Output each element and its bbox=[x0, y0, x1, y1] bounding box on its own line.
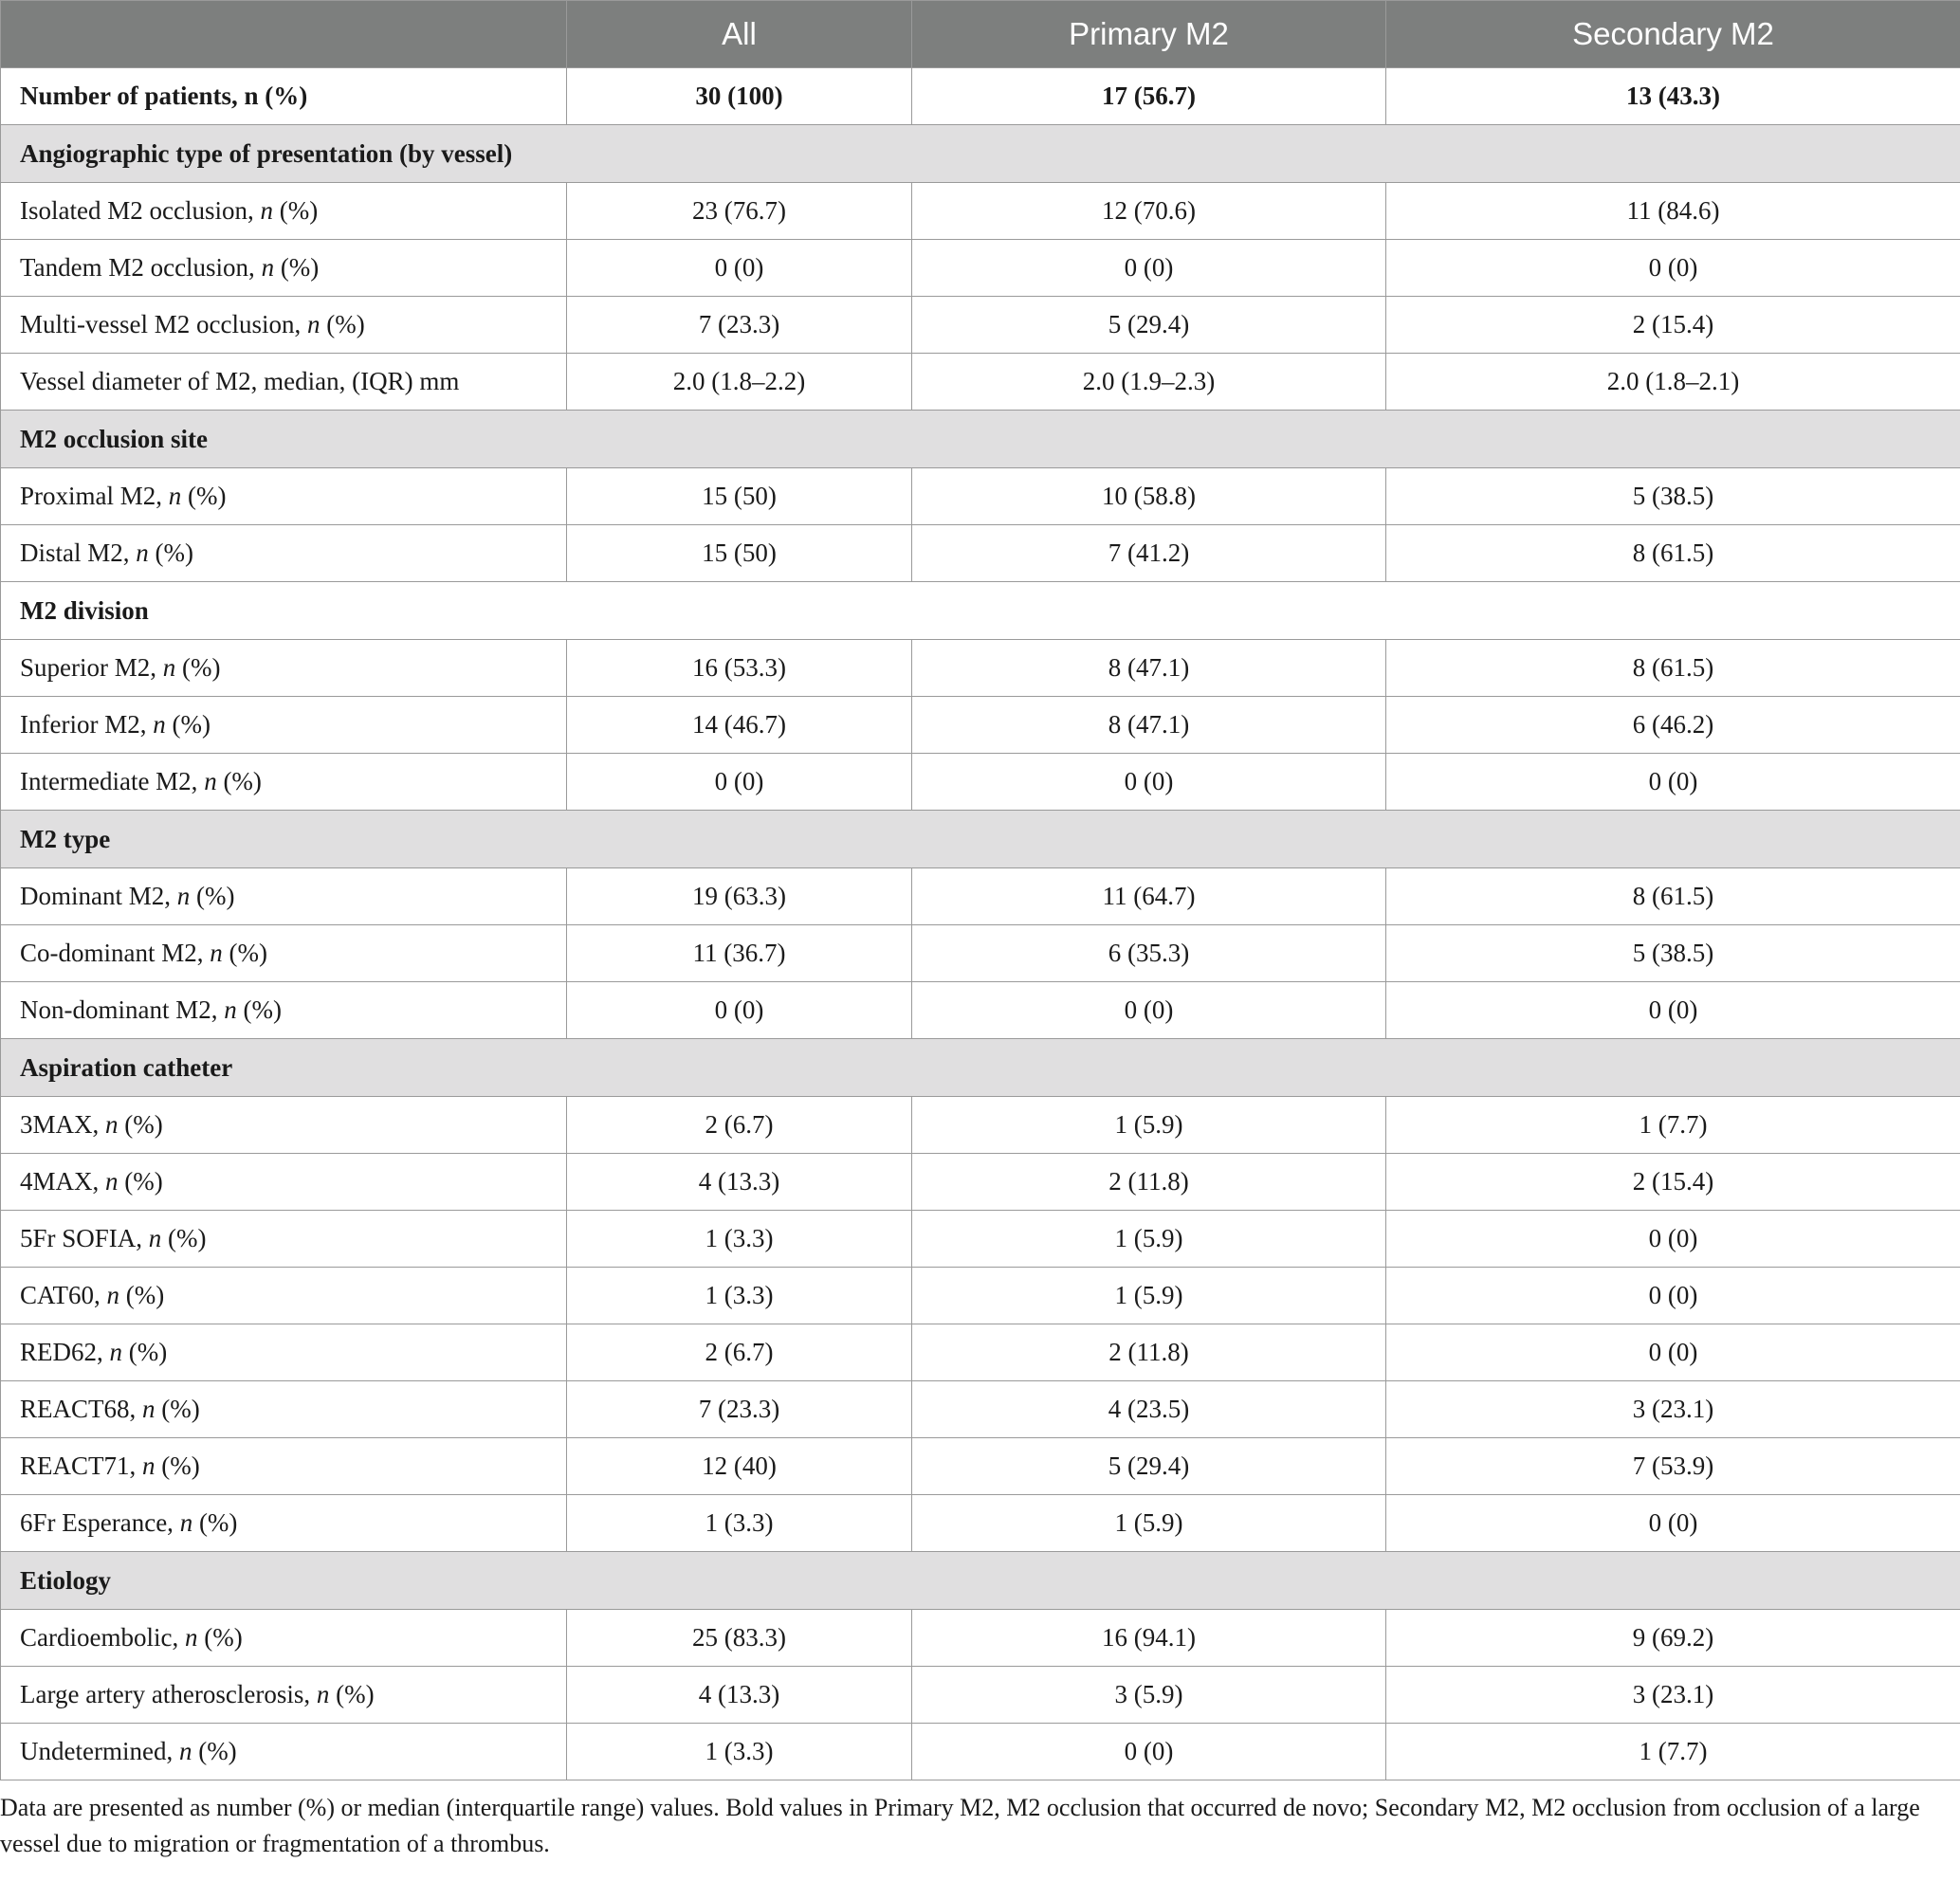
cell-all: 7 (23.3) bbox=[567, 1381, 912, 1438]
row-label-suffix: (%) bbox=[181, 482, 227, 510]
row-label-suffix: (%) bbox=[155, 1395, 200, 1423]
section-row bbox=[1, 1552, 1960, 1610]
cell-primary: 17 (56.7) bbox=[912, 68, 1386, 125]
header-cell-all: All bbox=[567, 1, 912, 68]
cell-secondary: 2 (15.4) bbox=[1386, 1154, 1960, 1211]
cell-primary: 1 (5.9) bbox=[912, 1211, 1386, 1268]
cell-secondary: 8 (61.5) bbox=[1386, 868, 1960, 925]
cell-secondary: 0 (0) bbox=[1386, 1268, 1960, 1324]
n-symbol: n bbox=[162, 653, 176, 682]
cell-secondary: 0 (0) bbox=[1386, 754, 1960, 811]
row-label-suffix: (%) bbox=[190, 882, 235, 910]
table-row bbox=[1, 1268, 1960, 1324]
row-label bbox=[1, 1438, 567, 1495]
table-body bbox=[1, 68, 1960, 1780]
row-label bbox=[1, 1495, 567, 1552]
n-symbol: n bbox=[106, 1281, 120, 1309]
n-symbol: n bbox=[105, 1167, 119, 1196]
table-footnote: Data are presented as number (%) or median (interquartile range) values. Bold values in Primary M2, M2 occlusion that occurred de novo; Secondary M2, M2 occlusion from occlusion of a large vessel due to migration or fragmentation of a thrombus. bbox=[0, 1794, 1920, 1857]
cell-all: 0 (0) bbox=[567, 982, 912, 1039]
row-label-suffix: (%) bbox=[165, 710, 211, 739]
table-row bbox=[1, 1381, 1960, 1438]
table-row bbox=[1, 525, 1960, 582]
section-row bbox=[1, 811, 1960, 868]
row-label-suffix: (%) bbox=[216, 767, 262, 795]
row-label-text: 6Fr Esperance, bbox=[20, 1508, 180, 1537]
header-cell-secondary: Secondary M2 bbox=[1386, 1, 1960, 68]
row-label-suffix: (%) bbox=[175, 653, 221, 682]
cell-primary: 2.0 (1.9–2.3) bbox=[912, 354, 1386, 411]
row-label-text: Isolated M2 occlusion, bbox=[20, 196, 261, 225]
table-row bbox=[1, 1154, 1960, 1211]
n-symbol: n bbox=[136, 539, 149, 567]
row-label-suffix: (%) bbox=[118, 1167, 163, 1196]
row-label-text: Dominant M2, bbox=[20, 882, 177, 910]
row-label bbox=[1, 1381, 567, 1438]
cell-secondary: 5 (38.5) bbox=[1386, 925, 1960, 982]
row-label-suffix: (%) bbox=[118, 1110, 163, 1139]
cell-primary: 2 (11.8) bbox=[912, 1324, 1386, 1381]
n-symbol: n bbox=[306, 310, 321, 338]
row-label bbox=[1, 640, 567, 697]
n-symbol: n bbox=[153, 710, 166, 739]
cell-secondary: 5 (38.5) bbox=[1386, 468, 1960, 525]
cell-primary: 0 (0) bbox=[912, 754, 1386, 811]
table-row bbox=[1, 1610, 1960, 1667]
row-label bbox=[1, 68, 567, 125]
cell-secondary: 0 (0) bbox=[1386, 982, 1960, 1039]
row-label-text: Proximal M2, bbox=[20, 482, 169, 510]
table-row bbox=[1, 1724, 1960, 1780]
row-label-suffix: (%) bbox=[320, 310, 365, 338]
n-symbol: n bbox=[142, 1452, 156, 1480]
table-row bbox=[1, 754, 1960, 811]
cell-all: 2.0 (1.8–2.2) bbox=[567, 354, 912, 411]
row-label-text: Cardioembolic, bbox=[20, 1623, 185, 1652]
cell-primary: 7 (41.2) bbox=[912, 525, 1386, 582]
cell-all: 4 (13.3) bbox=[567, 1667, 912, 1724]
table-row bbox=[1, 697, 1960, 754]
row-label-suffix: (%) bbox=[148, 539, 193, 567]
cell-primary: 4 (23.5) bbox=[912, 1381, 1386, 1438]
cell-all: 0 (0) bbox=[567, 240, 912, 297]
row-label bbox=[1, 868, 567, 925]
row-label-text: REACT71, bbox=[20, 1452, 143, 1480]
cell-primary: 5 (29.4) bbox=[912, 1438, 1386, 1495]
n-symbol: n bbox=[178, 1737, 192, 1765]
row-label-text: Inferior M2, bbox=[20, 710, 154, 739]
cell-all: 19 (63.3) bbox=[567, 868, 912, 925]
row-label bbox=[1, 1268, 567, 1324]
row-label-suffix: (%) bbox=[272, 196, 319, 225]
n-symbol: n bbox=[204, 767, 217, 795]
cell-primary: 1 (5.9) bbox=[912, 1268, 1386, 1324]
table-row bbox=[1, 1495, 1960, 1552]
row-label bbox=[1, 297, 567, 354]
table-row bbox=[1, 640, 1960, 697]
row-label bbox=[1, 1667, 567, 1724]
n-symbol: n bbox=[261, 253, 275, 282]
cell-secondary: 7 (53.9) bbox=[1386, 1438, 1960, 1495]
row-label-text: Intermediate M2, bbox=[20, 767, 205, 795]
cell-primary: 10 (58.8) bbox=[912, 468, 1386, 525]
row-label bbox=[1, 525, 567, 582]
cell-primary: 0 (0) bbox=[912, 240, 1386, 297]
n-symbol: n bbox=[168, 482, 182, 510]
section-row bbox=[1, 125, 1960, 183]
row-label-text: Distal M2, bbox=[20, 539, 137, 567]
table-row bbox=[1, 297, 1960, 354]
row-label-suffix: (%) bbox=[122, 1338, 168, 1366]
cell-secondary: 0 (0) bbox=[1386, 1495, 1960, 1552]
row-label-text: RED62, bbox=[20, 1338, 110, 1366]
row-label-text: 4MAX, bbox=[20, 1167, 106, 1196]
row-label-text: Tandem M2 occlusion, bbox=[20, 253, 262, 282]
section-row bbox=[1, 1039, 1960, 1097]
cell-all: 7 (23.3) bbox=[567, 297, 912, 354]
n-symbol: n bbox=[316, 1680, 330, 1708]
row-label-text: Non-dominant M2, bbox=[20, 995, 225, 1024]
cell-secondary: 2 (15.4) bbox=[1386, 297, 1960, 354]
n-symbol: n bbox=[109, 1338, 122, 1366]
cell-primary: 16 (94.1) bbox=[912, 1610, 1386, 1667]
section-label: Aspiration catheter bbox=[1, 1039, 1960, 1097]
table-row bbox=[1, 925, 1960, 982]
table-row bbox=[1, 354, 1960, 411]
table-row bbox=[1, 1097, 1960, 1154]
cell-all: 12 (40) bbox=[567, 1438, 912, 1495]
n-symbol: n bbox=[210, 939, 223, 967]
row-label bbox=[1, 1724, 567, 1780]
row-label-text: Large artery atherosclerosis, bbox=[20, 1680, 317, 1708]
row-label bbox=[1, 183, 567, 240]
table-row bbox=[1, 240, 1960, 297]
table-row bbox=[1, 468, 1960, 525]
cell-all: 14 (46.7) bbox=[567, 697, 912, 754]
cell-all: 23 (76.7) bbox=[567, 183, 912, 240]
cell-primary: 1 (5.9) bbox=[912, 1097, 1386, 1154]
cell-all: 4 (13.3) bbox=[567, 1154, 912, 1211]
n-symbol: n bbox=[105, 1110, 119, 1139]
row-label-suffix: (%) bbox=[155, 1452, 200, 1480]
cell-all: 15 (50) bbox=[567, 525, 912, 582]
row-label-suffix: (%) bbox=[192, 1737, 237, 1765]
table-row bbox=[1, 1324, 1960, 1381]
cell-all: 1 (3.3) bbox=[567, 1211, 912, 1268]
row-label bbox=[1, 240, 567, 297]
section-label: M2 type bbox=[1, 811, 1960, 868]
cell-primary: 6 (35.3) bbox=[912, 925, 1386, 982]
cell-primary: 0 (0) bbox=[912, 982, 1386, 1039]
header-cell-label bbox=[1, 1, 567, 68]
cell-all: 30 (100) bbox=[567, 68, 912, 125]
cell-secondary: 13 (43.3) bbox=[1386, 68, 1960, 125]
cell-all: 11 (36.7) bbox=[567, 925, 912, 982]
row-label bbox=[1, 1154, 567, 1211]
cell-primary: 2 (11.8) bbox=[912, 1154, 1386, 1211]
row-label-suffix: (%) bbox=[119, 1281, 165, 1309]
cell-primary: 11 (64.7) bbox=[912, 868, 1386, 925]
table-header-row bbox=[1, 1, 1960, 68]
cell-primary: 8 (47.1) bbox=[912, 640, 1386, 697]
n-symbol: n bbox=[176, 882, 191, 910]
cell-primary: 3 (5.9) bbox=[912, 1667, 1386, 1724]
cell-primary: 8 (47.1) bbox=[912, 697, 1386, 754]
cell-secondary: 3 (23.1) bbox=[1386, 1381, 1960, 1438]
cell-secondary: 0 (0) bbox=[1386, 1211, 1960, 1268]
cell-secondary: 1 (7.7) bbox=[1386, 1097, 1960, 1154]
row-label bbox=[1, 1324, 567, 1381]
n-symbol: n bbox=[184, 1623, 198, 1652]
row-label bbox=[1, 697, 567, 754]
row-label-text: 3MAX, bbox=[20, 1110, 106, 1139]
row-label-suffix: (%) bbox=[192, 1508, 238, 1537]
row-label bbox=[1, 754, 567, 811]
n-symbol: n bbox=[148, 1224, 162, 1252]
cell-secondary: 1 (7.7) bbox=[1386, 1724, 1960, 1780]
cell-all: 16 (53.3) bbox=[567, 640, 912, 697]
n-symbol: n bbox=[260, 196, 273, 225]
cell-all: 1 (3.3) bbox=[567, 1495, 912, 1552]
row-label bbox=[1, 925, 567, 982]
section-label: M2 division bbox=[1, 582, 1960, 640]
cell-all: 1 (3.3) bbox=[567, 1724, 912, 1780]
section-row bbox=[1, 582, 1960, 640]
section-label: M2 occlusion site bbox=[1, 411, 1960, 468]
cell-secondary: 6 (46.2) bbox=[1386, 697, 1960, 754]
table-row bbox=[1, 1211, 1960, 1268]
row-label bbox=[1, 1610, 567, 1667]
row-label-suffix: (%) bbox=[236, 995, 282, 1024]
row-label-text: Superior M2, bbox=[20, 653, 163, 682]
row-label-text: REACT68, bbox=[20, 1395, 143, 1423]
table-row bbox=[1, 1438, 1960, 1495]
cell-secondary: 3 (23.1) bbox=[1386, 1667, 1960, 1724]
cell-all: 2 (6.7) bbox=[567, 1097, 912, 1154]
n-symbol: n bbox=[179, 1508, 193, 1537]
row-label-text: 5Fr SOFIA, bbox=[20, 1224, 149, 1252]
n-symbol: n bbox=[224, 995, 237, 1024]
table-row bbox=[1, 868, 1960, 925]
section-row bbox=[1, 411, 1960, 468]
cell-secondary: 2.0 (1.8–2.1) bbox=[1386, 354, 1960, 411]
cell-secondary: 8 (61.5) bbox=[1386, 640, 1960, 697]
row-label-text: Vessel diameter of M2, median, (IQR) mm bbox=[20, 367, 460, 395]
cell-secondary: 9 (69.2) bbox=[1386, 1610, 1960, 1667]
row-label bbox=[1, 468, 567, 525]
row-label-suffix: (%) bbox=[329, 1680, 375, 1708]
cell-all: 1 (3.3) bbox=[567, 1268, 912, 1324]
table-row bbox=[1, 1667, 1960, 1724]
row-label-text: CAT60, bbox=[20, 1281, 107, 1309]
section-label: Etiology bbox=[1, 1552, 1960, 1610]
header-cell-primary: Primary M2 bbox=[912, 1, 1386, 68]
cell-all: 2 (6.7) bbox=[567, 1324, 912, 1381]
row-label bbox=[1, 354, 567, 411]
row-label-text: Undetermined, bbox=[20, 1737, 179, 1765]
cell-secondary: 11 (84.6) bbox=[1386, 183, 1960, 240]
row-label bbox=[1, 982, 567, 1039]
row-label-suffix: (%) bbox=[197, 1623, 243, 1652]
row-label-suffix: (%) bbox=[161, 1224, 207, 1252]
cell-secondary: 8 (61.5) bbox=[1386, 525, 1960, 582]
row-label-suffix: (%) bbox=[274, 253, 320, 282]
row-label-suffix: (%) bbox=[222, 939, 267, 967]
table-row bbox=[1, 183, 1960, 240]
row-label bbox=[1, 1097, 567, 1154]
cell-all: 15 (50) bbox=[567, 468, 912, 525]
cell-primary: 0 (0) bbox=[912, 1724, 1386, 1780]
row-label-text: Multi-vessel M2 occlusion, bbox=[20, 310, 307, 338]
cell-primary: 5 (29.4) bbox=[912, 297, 1386, 354]
n-symbol: n bbox=[142, 1395, 156, 1423]
cell-all: 0 (0) bbox=[567, 754, 912, 811]
table-row bbox=[1, 68, 1960, 125]
row-label-text: Co-dominant M2, bbox=[20, 939, 211, 967]
cell-all: 25 (83.3) bbox=[567, 1610, 912, 1667]
cell-primary: 1 (5.9) bbox=[912, 1495, 1386, 1552]
row-label bbox=[1, 1211, 567, 1268]
row-label-text: Number of patients, n (%) bbox=[20, 82, 308, 110]
cell-primary: 12 (70.6) bbox=[912, 183, 1386, 240]
cell-secondary: 0 (0) bbox=[1386, 1324, 1960, 1381]
section-label: Angiographic type of presentation (by vessel) bbox=[1, 125, 1960, 183]
cell-secondary: 0 (0) bbox=[1386, 240, 1960, 297]
table-row bbox=[1, 982, 1960, 1039]
